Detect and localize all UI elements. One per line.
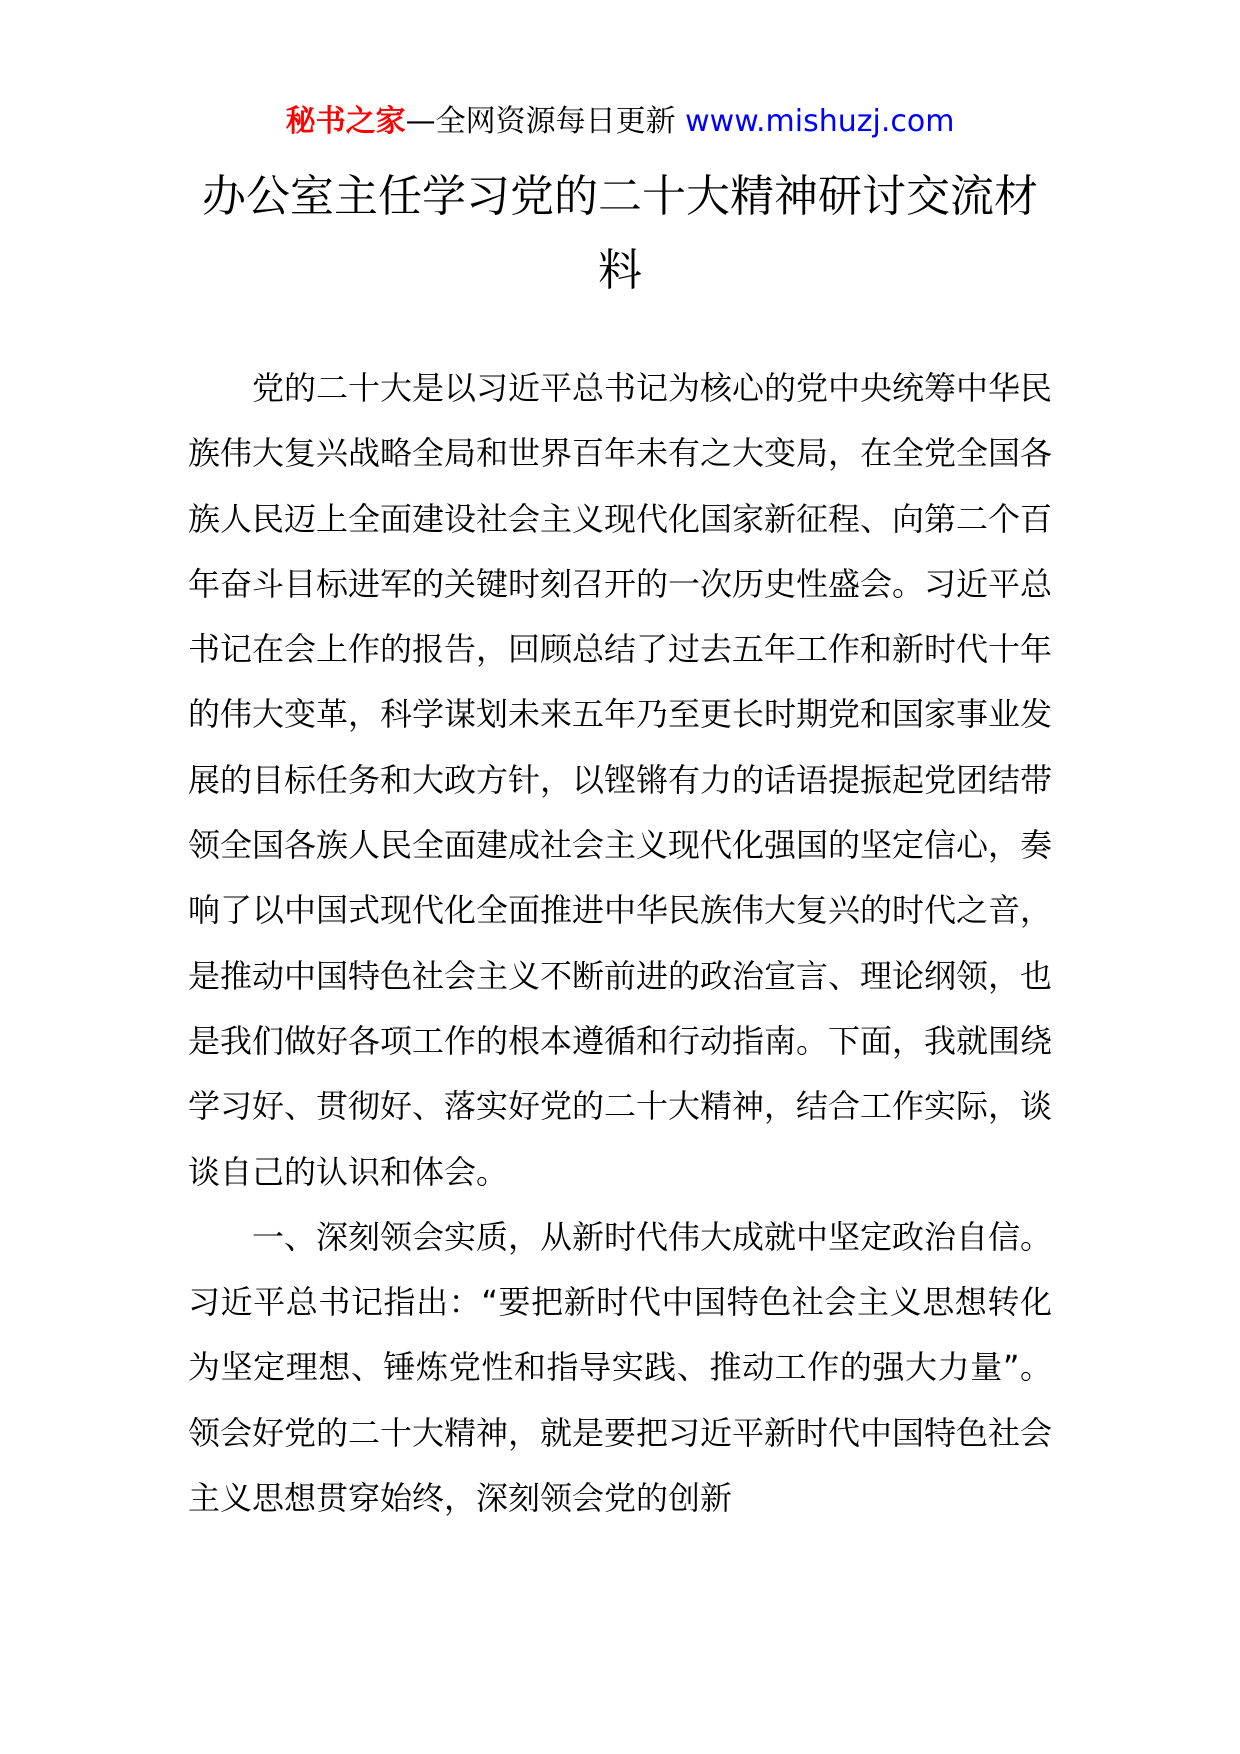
brand-name: 秘书之家 (285, 104, 406, 139)
header-tagline: —全网资源每日更新 (405, 104, 686, 139)
section-one-paragraph: 一、深刻领会实质，从新时代伟大成就中坚定政治自信。习近平总书记指出：“要把新时代中国特色社会主义思想转化为坚定理想、锤炼党性和指导实践、推动工作的强大力量”。领会好党的二十大精神，就是要把习近平新时代中国特色社会主义思想贯穿始终，深刻领会党的创新 (188, 1217, 1053, 1518)
document-title: 办公室主任学习党的二十大精神研讨交流材料 (202, 171, 1038, 296)
site-header (0, 100, 1240, 144)
site-url-link[interactable]: www.mishuzj.com (685, 104, 955, 139)
intro-paragraph: 党的二十大是以习近平总书记为核心的党中央统筹中华民族伟大复兴战略全局和世界百年未有之大变局，在全党全国各族人民迈上全面建设社会主义现代化国家新征程、向第二个百年奋斗目标进军的关键时刻召开的一次历史性盛会。习近平总书记在会上作的报告，回顾总结了过去五年工作和新时代十年的伟大变革，科学谋划未来五年乃至更长时期党和国家事业发展的目标任务和大政方针，以铿锵有力的话语提振起党团结带领全国各族人民全面建成社会主义现代化强国的坚定信心，奏响了以中国式现代化全面推进中华民族伟大复兴的时代之音，是推动中国特色社会主义不断前进的政治宣言、理论纲领，也是我们做好各项工作的根本遵循和行动指南。下面，我就围绕学习好、贯彻好、落实好党的二十大精神，结合工作实际，谈谈自己的认识和体会。 (188, 369, 1053, 1191)
document-body (188, 356, 1052, 1531)
